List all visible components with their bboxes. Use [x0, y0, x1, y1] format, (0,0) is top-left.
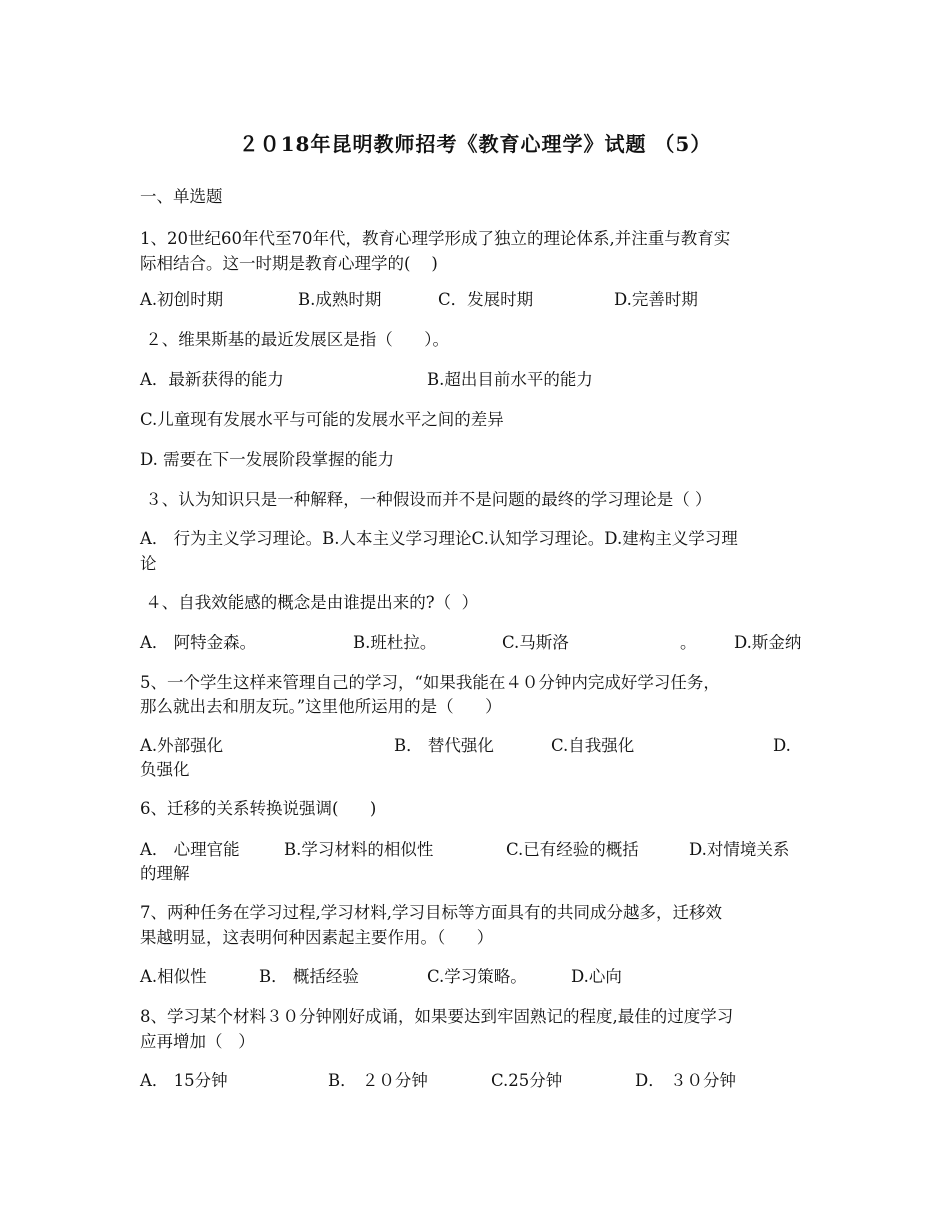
section-heading: 一、单选题 — [140, 187, 223, 206]
question-2-stem: ２、维果斯基的最近发展区是指（ ）。 — [140, 330, 449, 349]
question-7-stem-line-2: 果越明显，这表明何种因素起主要作用。（ ） — [140, 928, 494, 947]
question-5-option-d-continued: 负强化 — [140, 760, 190, 779]
question-6-option-d: D.对情境关系 — [689, 840, 790, 859]
question-4-separator-dot: 。 — [680, 633, 697, 652]
question-4-stem: ４、自我效能感的概念是由谁提出来的?（ ） — [140, 593, 479, 612]
question-6-option-d-continued: 的理解 — [140, 864, 190, 883]
question-4-option-d: D.斯金纳 — [734, 633, 802, 652]
question-6-option-b: B.学习材料的相似性 — [284, 840, 434, 859]
question-6-options — [140, 838, 820, 862]
question-5-option-d: D. — [773, 736, 791, 755]
question-3-stem: ３、认为知识只是一种解释，一种假设而并不是问题的最终的学习理论是（ ） — [140, 490, 712, 509]
question-8-stem-line-1: 8、学习某个材料３０分钟刚好成诵，如果要达到牢固熟记的程度,最佳的过度学习 — [140, 1007, 734, 1026]
question-8-option-c: C.25分钟 — [491, 1071, 563, 1090]
question-3-options-line-2: 论 — [140, 554, 157, 573]
question-5-option-a: A.外部强化 — [140, 736, 224, 755]
question-7-option-b: B． 概括经验 — [259, 967, 359, 986]
question-2-option-b: B.超出目前水平的能力 — [427, 370, 593, 389]
question-2-option-c: C.儿童现有发展水平与可能的发展水平之间的差异 — [140, 410, 504, 429]
question-1-option-b: B.成熟时期 — [298, 290, 382, 309]
question-7-option-a: A.相似性 — [140, 967, 207, 986]
question-6-stem: 6、迁移的关系转换说强调( ) — [140, 799, 377, 818]
question-7-stem-line-1: 7、两种任务在学习过程,学习材料,学习目标等方面具有的共同成分越多，迁移效 — [140, 903, 722, 922]
question-8-option-a: A． 15分钟 — [140, 1071, 228, 1090]
question-1-option-a: A.初创时期 — [140, 290, 224, 309]
question-5-options — [140, 734, 820, 758]
question-4-option-a: A． 阿特金森。 — [140, 633, 257, 652]
question-5-option-b: B． 替代强化 — [394, 736, 494, 755]
question-3-options-line-1: A． 行为主义学习理论。B.人本主义学习理论C.认知学习理论。D.建构主义学习理 — [140, 529, 738, 548]
question-1-option-c: C．发展时期 — [438, 290, 534, 309]
question-8-option-d: D． ３０分钟 — [635, 1071, 736, 1090]
question-2-option-d: D. 需要在下一发展阶段掌握的能力 — [140, 450, 395, 469]
question-5-stem-line-2: 那么就出去和朋友玩。”这里他所运用的是（ ） — [140, 697, 502, 716]
question-8-options — [140, 1069, 820, 1093]
question-8-option-b: B． ２０分钟 — [328, 1071, 428, 1090]
question-1-option-d: D.完善时期 — [614, 290, 698, 309]
question-7-option-d: D.心向 — [571, 967, 622, 986]
question-2-options-row-1 — [140, 368, 820, 392]
question-6-option-c: C.已有经验的概括 — [506, 840, 639, 859]
page-title: ２０18年昆明教师招考《教育心理学》试题 （5） — [238, 132, 712, 156]
question-5-stem-line-1: 5、一个学生这样来管理自己的学习，“如果我能在４０分钟内完成好学习任务， — [140, 673, 720, 692]
question-8-stem-line-2: 应再增加（ ） — [140, 1032, 255, 1051]
question-5-option-c: C.自我强化 — [551, 736, 635, 755]
question-4-options — [140, 631, 820, 655]
question-4-option-b: B.班杜拉。 — [353, 633, 437, 652]
question-1-options — [140, 288, 820, 312]
question-7-option-c: C.学习策略。 — [427, 967, 527, 986]
question-4-option-c: C.马斯洛 — [502, 633, 569, 652]
question-2-option-a: A．最新获得的能力 — [140, 370, 284, 389]
question-1-stem-line-2: 际相结合。这一时期是教育心理学的( ) — [140, 254, 438, 273]
question-6-option-a: A． 心理官能 — [140, 840, 240, 859]
question-7-options — [140, 965, 820, 989]
question-1-stem-line-1: 1、20世纪60年代至70年代，教育心理学形成了独立的理论体系,并注重与教育实 — [140, 229, 731, 248]
